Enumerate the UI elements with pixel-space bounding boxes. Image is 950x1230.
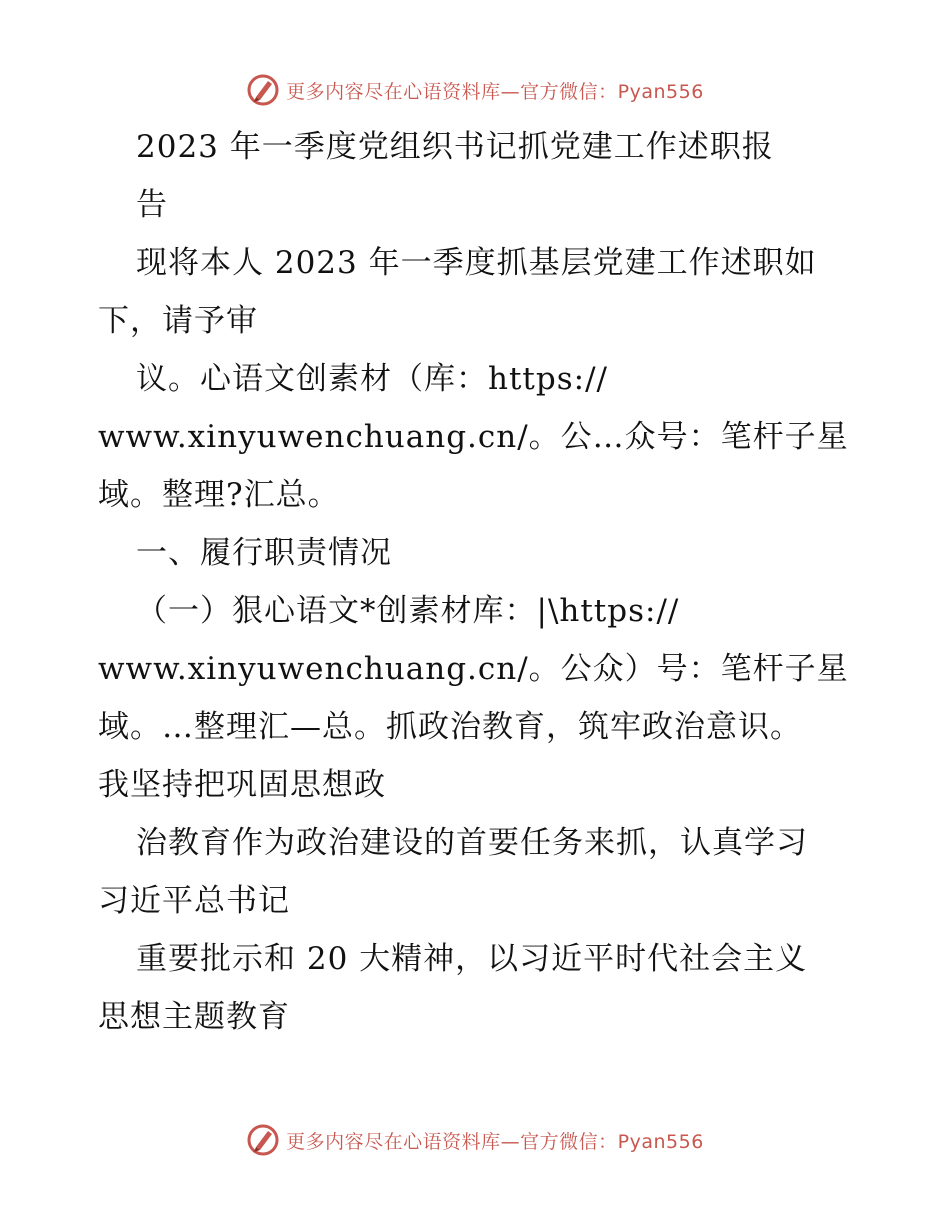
paragraph-line: 重要批示和 20 大精神，以习近平时代社会主义	[136, 941, 808, 977]
paragraph-line: 习近平总书记	[98, 883, 290, 919]
watermark-text: 更多内容尽在心语资料库—官方微信：Pyan556	[286, 1130, 704, 1153]
document-body	[98, 118, 868, 1046]
watermark-banner-top	[0, 70, 950, 110]
pen-logo-icon	[246, 1123, 280, 1157]
paragraph-line: 下，请予审	[98, 303, 258, 339]
paragraph-line: www.xinyuwenchuang.cn/。公…众号：笔杆子星	[98, 419, 849, 455]
paragraph-line: 思想主题教育	[98, 999, 290, 1035]
watermark-text: 更多内容尽在心语资料库—官方微信：Pyan556	[286, 80, 704, 103]
watermark-banner-bottom	[0, 1120, 950, 1160]
pen-logo-icon	[246, 73, 280, 107]
section-heading: 一、履行职责情况	[136, 535, 392, 571]
paragraph-line: 治教育作为政治建设的首要任务来抓，认真学习	[136, 825, 808, 861]
subsection-line: （一）狠心语文*创素材库：|\https://	[136, 593, 680, 629]
title-line-2: 告	[136, 187, 168, 223]
title-line-1: 2023 年一季度党组织书记抓党建工作述职报	[136, 129, 774, 165]
paragraph-line: 域。…整理汇—总。抓政治教育，筑牢政治意识。	[98, 709, 802, 745]
paragraph-line: 域。整理?汇总。	[98, 477, 340, 513]
paragraph-line: www.xinyuwenchuang.cn/。公众）号：笔杆子星	[98, 651, 849, 687]
paragraph-line: 现将本人 2023 年一季度抓基层党建工作述职如	[136, 245, 817, 281]
paragraph-line: 我坚持把巩固思想政	[98, 767, 386, 803]
paragraph-line: 议。心语文创素材（库：https://	[136, 361, 608, 397]
